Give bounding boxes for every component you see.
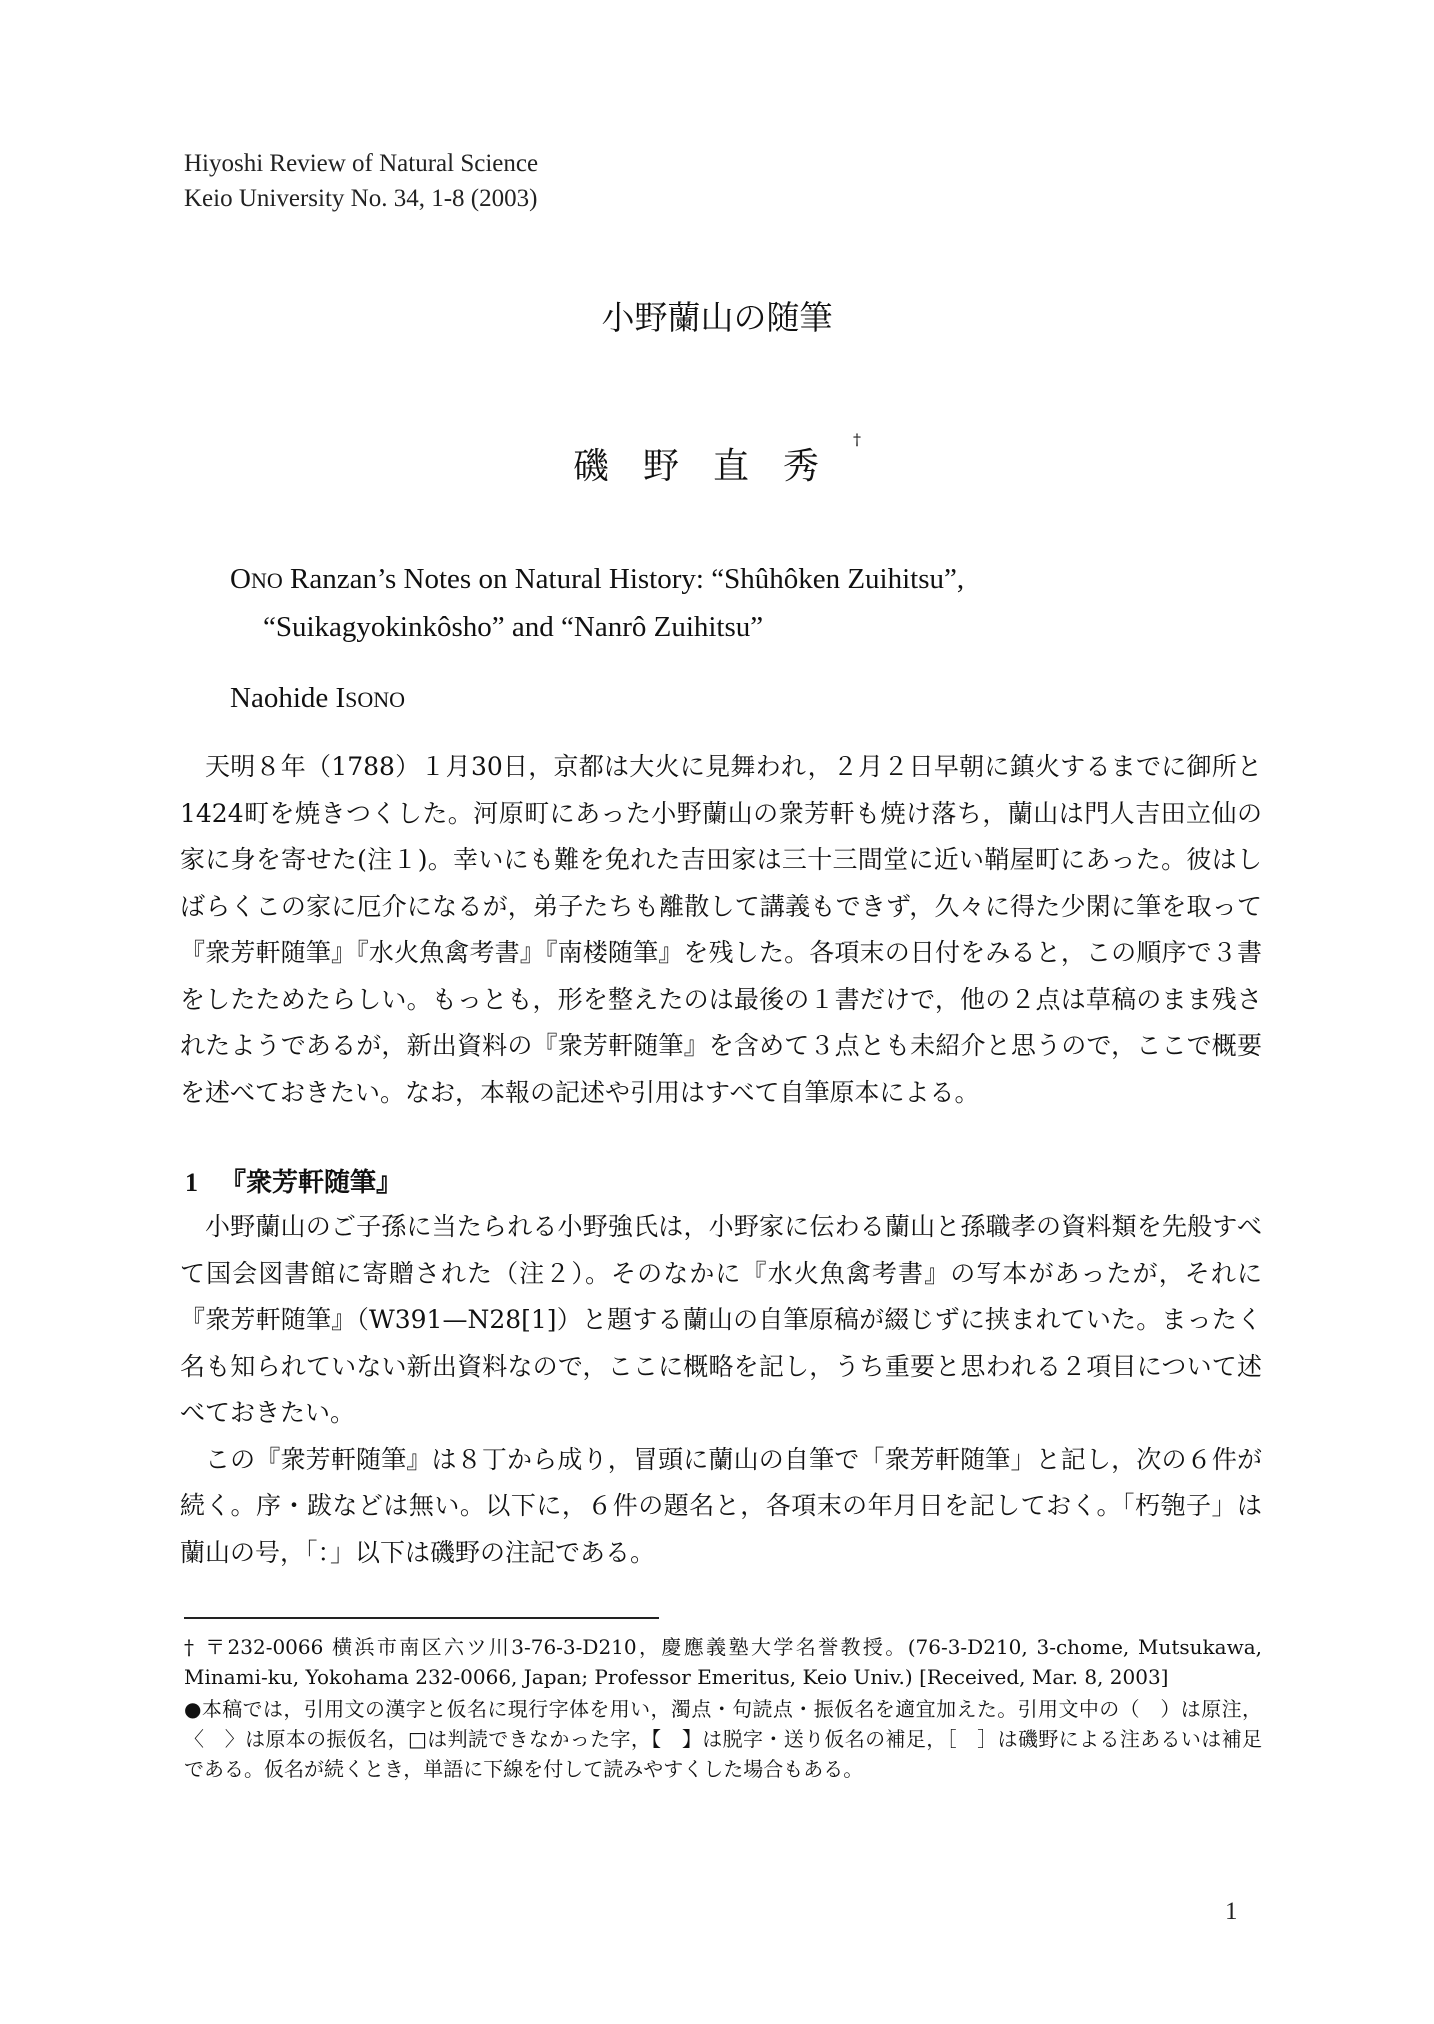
english-title-ono-smallcaps: NO	[250, 568, 283, 593]
footnote-editorial-note: ●本稿では，引用文の漢字と仮名に現行字体を用い，濁点・句読点・振仮名を適宜加えた。引用文中の（ ）は原注，〈 〉は原本の振仮名，□は判読できなかった字，【 】は脱字・送り仮名の補足，［ ］は磯野による注あるいは補足である。仮名が続くとき，単語に下線を付して読みやすくした場合もある。	[184, 1697, 1262, 1781]
footnote-affiliation: † 〒232-0066 横浜市南区六ツ川3-76-3-D210，慶應義塾大学名誉教授。(76-3-D210, 3-chome, Mutsukawa, Minami-ku, Yokohama 232-0066, Japan; Professor Emeritus, Keio Univ.) [Received, Mar. 8, 2003]	[184, 1635, 1262, 1689]
page-number: 1	[1225, 1898, 1238, 1925]
author-japanese	[0, 430, 1434, 489]
english-title	[230, 556, 964, 650]
english-title-line1	[230, 556, 964, 604]
english-title-line2: “Suikagyokinkôsho” and “Nanrô Zuihitsu”	[263, 611, 764, 643]
english-title-line1-text: Ranzan’s Notes on Natural History: “Shûhôken Zuihitsu”,	[282, 563, 965, 595]
author-japanese-name: 磯野直秀	[572, 446, 853, 487]
section-title: 『衆芳軒随筆』	[220, 1168, 403, 1198]
section-body	[180, 1204, 1262, 1576]
intro-section	[180, 744, 1262, 1116]
journal-name: Hiyoshi Review of Natural Science	[184, 150, 539, 177]
author-affiliation-mark: †	[853, 430, 861, 449]
author-english-family-smallcaps: SONO	[345, 687, 406, 712]
section-number: 1	[185, 1168, 198, 1197]
article-title: 小野蘭山の随筆	[601, 298, 833, 337]
footnote-divider	[184, 1617, 659, 1619]
english-title-ono-initial: O	[230, 563, 251, 595]
author-english-given: Naohide	[230, 682, 336, 714]
section-heading	[185, 1162, 402, 1199]
author-english-family-initial: I	[335, 682, 346, 714]
footnotes	[184, 1632, 1262, 1786]
section-paragraph: この『衆芳軒随筆』は８丁から成り，冒頭に蘭山の自筆で「衆芳軒随筆」と記し，次の６件が続く。序・跋などは無い。以下に，６件の題名と，各項末の年月日を記しておく。「朽匏子」は蘭山の号，「：」以下は磯野の注記である。	[180, 1444, 1262, 1567]
journal-issue: Keio University No. 34, 1-8 (2003)	[184, 185, 538, 212]
author-english	[230, 682, 405, 715]
section-paragraph: 小野蘭山のご子孫に当たられる小野強氏は，小野家に伝わる蘭山と孫職孝の資料類を先般すべて国会図書館に寄贈された（注２）。そのなかに『水火魚禽考書』の写本があったが，それに『衆芳軒随筆』（W391—N28[1]）と題する蘭山の自筆原稿が綴じずに挟まれていた。まったく名も知られていない新出資料なので，ここに概略を記し，うち重要と思われる２項目について述べておきたい。	[180, 1212, 1262, 1427]
journal-header	[184, 146, 538, 216]
intro-paragraph: 天明８年（1788）１月30日，京都は大火に見舞われ，２月２日早朝に鎮火するまでに御所と1424町を焼きつくした。河原町にあった小野蘭山の衆芳軒も焼け落ち，蘭山は門人吉田立仙の家に身を寄せた(注１)。幸いにも難を免れた吉田家は三十三間堂に近い鞘屋町にあった。彼はしばらくこの家に厄介になるが，弟子たちも離散して講義もできず，久々に得た少閑に筆を取って『衆芳軒随筆』『水火魚禽考書』『南楼随筆』を残した。各項末の日付をみると，この順序で３書をしたためたらしい。もっとも，形を整えたのは最後の１書だけで，他の２点は草稿のまま残されたようであるが，新出資料の『衆芳軒随筆』を含めて３点とも未紹介と思うので，ここで概要を述べておきたい。なお，本報の記述や引用はすべて自筆原本による。	[180, 752, 1262, 1107]
